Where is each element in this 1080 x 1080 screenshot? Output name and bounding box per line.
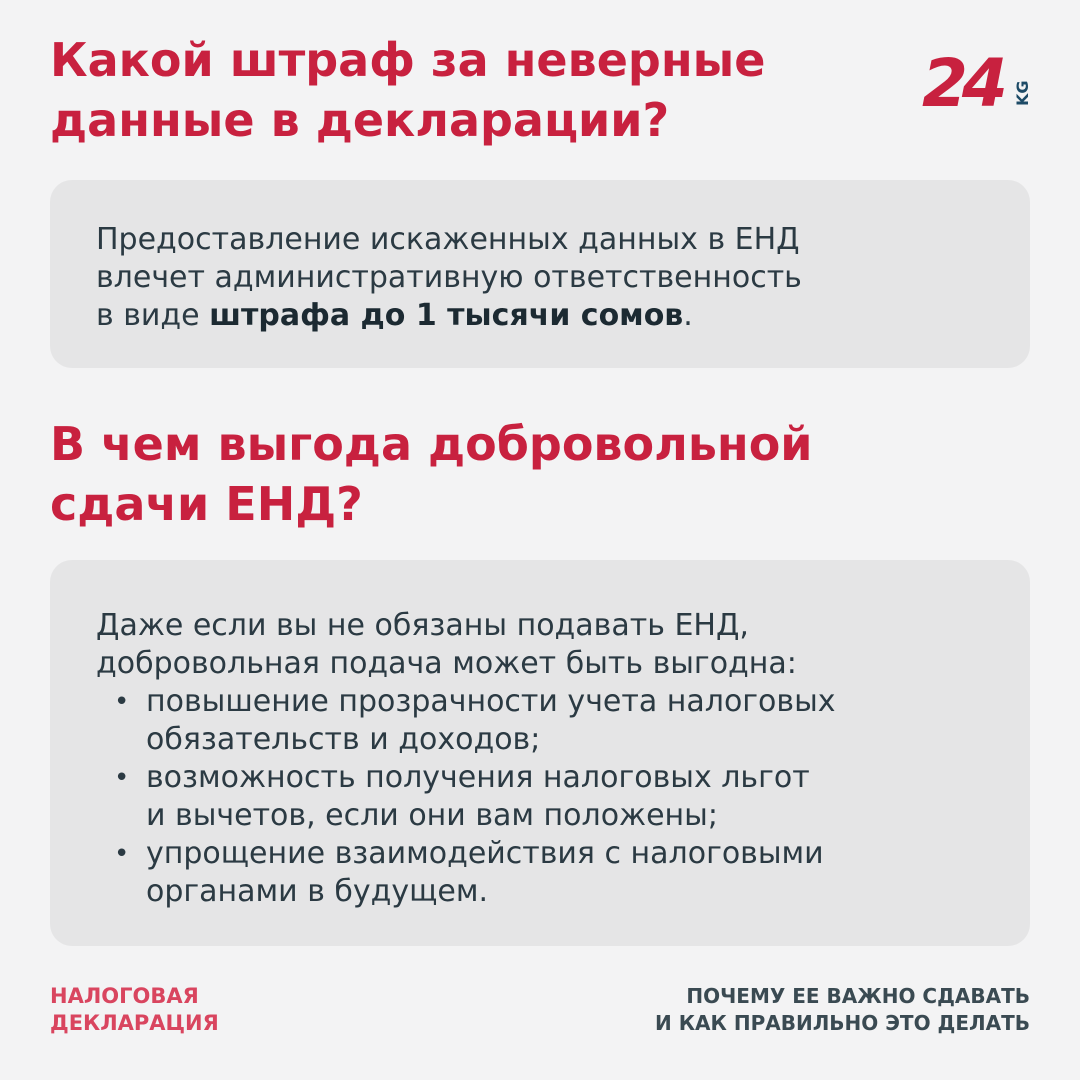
footer-subtitle (655, 983, 1030, 1037)
list-item-line: упрощение взаимодействия с налоговыми (146, 836, 824, 871)
section-title-line: сдачи ЕНД? (50, 477, 363, 531)
logo-number: 24 (922, 45, 1002, 120)
benefits-intro (96, 607, 1030, 683)
page-title-line: данные в декларации? (50, 93, 670, 147)
footer-line: НАЛОГОВАЯ (50, 984, 199, 1008)
logo-suffix: KG (1013, 80, 1032, 106)
list-item-line: и вычетов, если они вам положены; (146, 798, 718, 833)
list-item-line: органами в будущем. (146, 874, 489, 909)
footer-series-label (50, 983, 219, 1037)
page-title (50, 30, 870, 150)
footer-line: ПОЧЕМУ ЕЕ ВАЖНО СДАВАТЬ (686, 984, 1030, 1008)
section-title-benefits (50, 414, 1010, 534)
penalty-line: влечет административную ответственность (96, 260, 802, 295)
benefits-intro-line: добровольная подача может быть выгодна: (96, 646, 797, 681)
penalty-line: в виде (96, 298, 210, 333)
page-title-line: Какой штраф за неверные (50, 33, 766, 87)
list-item (96, 759, 1030, 835)
bullet-icon: • (114, 687, 130, 717)
penalty-amount: штрафа до 1 тысячи сомов (209, 298, 684, 333)
penalty-text (96, 221, 1030, 335)
bullet-icon: • (114, 763, 130, 793)
list-item-line: обязательств и доходов; (146, 722, 541, 757)
section-title-line: В чем выгода добровольной (50, 417, 813, 471)
benefits-intro-line: Даже если вы не обязаны подавать ЕНД, (96, 608, 749, 643)
penalty-line: Предоставление искаженных данных в ЕНД (96, 222, 800, 257)
footer-line: ДЕКЛАРАЦИЯ (50, 1011, 219, 1035)
penalty-line-end: . (683, 298, 693, 333)
bullet-icon: • (114, 839, 130, 869)
benefits-card (50, 560, 1030, 946)
list-item (96, 835, 1030, 911)
list-item-line: возможность получения налоговых льгот (146, 760, 810, 795)
benefits-list (96, 683, 1030, 911)
logo-24kg (918, 40, 1038, 120)
penalty-info-card (50, 180, 1030, 368)
list-item-line: повышение прозрачности учета налоговых (146, 684, 836, 719)
footer-line: И КАК ПРАВИЛЬНО ЭТО ДЕЛАТЬ (655, 1011, 1030, 1035)
list-item (96, 683, 1030, 759)
